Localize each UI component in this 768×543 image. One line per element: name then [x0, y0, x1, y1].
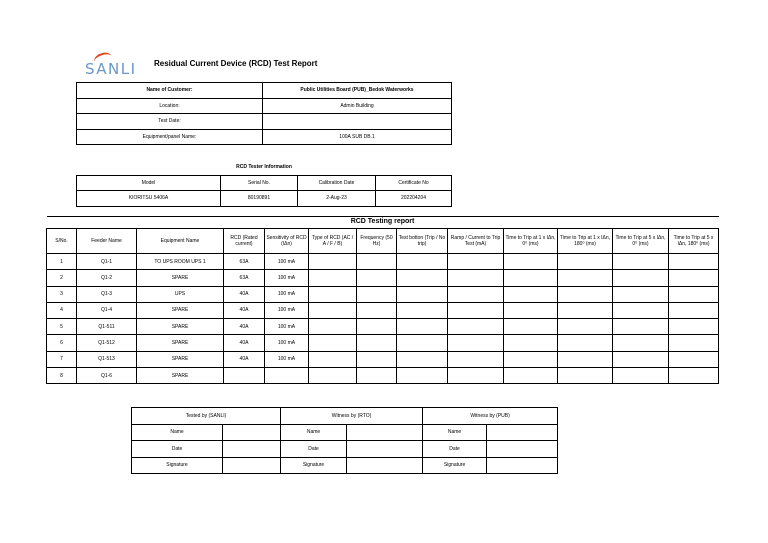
equipment-label: Equipment/panel Name: — [77, 129, 263, 145]
col-rcd-type: Type of RCD (AC / A / F / B) — [309, 229, 357, 254]
cell-ramp-test[interactable] — [448, 286, 504, 302]
cell-trip-1x-180[interactable] — [558, 319, 613, 335]
cell-trip-5x-180[interactable] — [669, 351, 719, 367]
logo-text: SANLI — [85, 60, 137, 78]
pub-signature-field[interactable] — [487, 457, 558, 474]
cell-test-button[interactable] — [397, 319, 448, 335]
table-row — [47, 254, 719, 270]
cell-ramp-test[interactable] — [448, 351, 504, 367]
cell-trip-1x-0[interactable] — [504, 270, 558, 286]
cell-frequency[interactable] — [357, 335, 397, 351]
cell-sensitivity: 100 mA — [265, 254, 309, 270]
tester-info-table — [76, 160, 452, 207]
cell-equipment-name: SPARE — [137, 270, 224, 286]
cell-trip-1x-180[interactable] — [558, 302, 613, 318]
cell-rcd-type[interactable] — [309, 368, 357, 384]
cell-sno: 1 — [47, 254, 77, 270]
signoff-signature-row — [132, 457, 558, 474]
customer-value: Public Utilities Board (PUB)_Bedok Waterworks — [263, 83, 452, 99]
location-label: Location: — [77, 98, 263, 114]
cell-sno: 5 — [47, 319, 77, 335]
tester-heading: RCD Tester Information — [77, 160, 452, 175]
customer-info-table — [76, 82, 452, 145]
cell-rcd-type[interactable] — [309, 319, 357, 335]
cell-frequency[interactable] — [357, 368, 397, 384]
signoff-table — [131, 407, 558, 474]
signoff-group-sanli: Tested by (SANLI) — [132, 408, 281, 425]
cell-test-button[interactable] — [397, 368, 448, 384]
cell-ramp-test[interactable] — [448, 270, 504, 286]
col-trip-5x-0: Time to Trip at 5 x IΔn, 0⁰ (ms) — [613, 229, 669, 254]
cell-trip-5x-0[interactable] — [613, 270, 669, 286]
info-row-test-date — [77, 114, 452, 130]
cell-trip-1x-0[interactable] — [504, 368, 558, 384]
cell-trip-1x-180[interactable] — [558, 286, 613, 302]
info-row-customer — [77, 83, 452, 99]
tester-header-row — [77, 175, 452, 191]
table-row — [47, 286, 719, 302]
location-value: Admin Building — [263, 98, 452, 114]
sanli-logo — [82, 53, 144, 79]
signoff-date-row — [132, 441, 558, 458]
col-sno: S/No. — [47, 229, 77, 254]
signoff-group-rto: Witness by (RTO) — [281, 408, 423, 425]
table-row — [47, 351, 719, 367]
cell-frequency[interactable] — [357, 286, 397, 302]
table-row — [47, 302, 719, 318]
cell-test-button[interactable] — [397, 335, 448, 351]
cell-sno: 7 — [47, 351, 77, 367]
cell-trip-1x-180[interactable] — [558, 270, 613, 286]
pub-date-label: Date — [423, 441, 487, 458]
cell-rated-current: 63A — [224, 254, 265, 270]
cell-feeder-name: Q1-513 — [77, 351, 137, 367]
cell-trip-1x-180[interactable] — [558, 254, 613, 270]
cell-sensitivity — [265, 368, 309, 384]
cell-trip-1x-180[interactable] — [558, 351, 613, 367]
cell-equipment-name: TO UPS ROOM UPS 1 — [137, 254, 224, 270]
cell-ramp-test[interactable] — [448, 302, 504, 318]
cell-trip-5x-180[interactable] — [669, 302, 719, 318]
signoff-group-pub: Witness by (PUB) — [423, 408, 558, 425]
test-date-value — [263, 114, 452, 130]
cell-trip-1x-180[interactable] — [558, 368, 613, 384]
pub-name-field[interactable] — [487, 424, 558, 441]
test-date-label: Test Date: — [77, 114, 263, 130]
tester-value-row — [77, 191, 452, 207]
sanli-name-field[interactable] — [223, 424, 281, 441]
cell-rated-current — [224, 368, 265, 384]
cell-rcd-type[interactable] — [309, 351, 357, 367]
cell-sensitivity: 100 mA — [265, 319, 309, 335]
tester-col-calibration: Calibration Date — [298, 175, 376, 191]
testing-heading-row — [47, 217, 719, 229]
cell-test-button[interactable] — [397, 302, 448, 318]
cell-trip-1x-0[interactable] — [504, 302, 558, 318]
cell-rated-current: 40A — [224, 319, 265, 335]
col-equipment-name: Equipment Name — [137, 229, 224, 254]
cell-equipment-name: SPARE — [137, 335, 224, 351]
cell-trip-5x-180[interactable] — [669, 319, 719, 335]
cell-trip-1x-0[interactable] — [504, 351, 558, 367]
signoff-name-row — [132, 424, 558, 441]
cell-rated-current: 40A — [224, 286, 265, 302]
cell-sensitivity: 100 mA — [265, 335, 309, 351]
cell-ramp-test[interactable] — [448, 368, 504, 384]
cell-equipment-name: SPARE — [137, 319, 224, 335]
cell-feeder-name: Q1-4 — [77, 302, 137, 318]
cell-rcd-type[interactable] — [309, 286, 357, 302]
cell-equipment-name: SPARE — [137, 368, 224, 384]
sanli-name-label: Name — [132, 424, 223, 441]
cell-trip-5x-0[interactable] — [613, 319, 669, 335]
pub-date-field[interactable] — [487, 441, 558, 458]
testing-rows — [47, 254, 719, 384]
rto-signature-field[interactable] — [347, 457, 423, 474]
sanli-signature-label: Signature — [132, 457, 223, 474]
cell-trip-5x-180[interactable] — [669, 270, 719, 286]
cell-trip-5x-0[interactable] — [613, 302, 669, 318]
cell-sno: 8 — [47, 368, 77, 384]
col-sensitivity: Sensitivity of RCD (IΔn) — [265, 229, 309, 254]
cell-frequency[interactable] — [357, 319, 397, 335]
testing-heading: RCD Testing report — [47, 217, 719, 229]
col-ramp-test: Ramp / Current to Trip Test (mA) — [448, 229, 504, 254]
cell-trip-5x-0[interactable] — [613, 351, 669, 367]
cell-trip-5x-180[interactable] — [669, 335, 719, 351]
cell-frequency[interactable] — [357, 351, 397, 367]
tester-serial-value: 80190891 — [221, 191, 298, 207]
cell-rcd-type[interactable] — [309, 335, 357, 351]
col-rated-current: RCD (Rated current) — [224, 229, 265, 254]
tester-model-value: KIORITSU 5406A — [77, 191, 221, 207]
col-trip-5x-180: Time to Trip at 5 x IΔn, 180⁰ (ms) — [669, 229, 719, 254]
cell-feeder-name: Q1-6 — [77, 368, 137, 384]
cell-sno: 2 — [47, 270, 77, 286]
cell-equipment-name: SPARE — [137, 351, 224, 367]
report-title: Residual Current Device (RCD) Test Report — [154, 59, 318, 68]
cell-trip-5x-180[interactable] — [669, 254, 719, 270]
col-trip-1x-0: Time to Trip at 1 x IΔn, 0⁰ (ms) — [504, 229, 558, 254]
cell-trip-1x-0[interactable] — [504, 319, 558, 335]
cell-frequency[interactable] — [357, 302, 397, 318]
cell-trip-5x-0[interactable] — [613, 254, 669, 270]
cell-sno: 3 — [47, 286, 77, 302]
cell-sno: 6 — [47, 335, 77, 351]
cell-trip-1x-0[interactable] — [504, 286, 558, 302]
cell-test-button[interactable] — [397, 254, 448, 270]
cell-trip-5x-0[interactable] — [613, 335, 669, 351]
col-test-button: Test botton (Trip / No trip) — [397, 229, 448, 254]
pub-signature-label: Signature — [423, 457, 487, 474]
cell-rcd-type[interactable] — [309, 270, 357, 286]
testing-header-row — [47, 229, 719, 254]
cell-feeder-name: Q1-2 — [77, 270, 137, 286]
cell-test-button[interactable] — [397, 286, 448, 302]
table-row — [47, 270, 719, 286]
cell-sensitivity: 100 mA — [265, 302, 309, 318]
cell-trip-1x-180[interactable] — [558, 335, 613, 351]
info-row-location — [77, 98, 452, 114]
tester-col-serial: Serial No. — [221, 175, 298, 191]
cell-feeder-name: Q1-512 — [77, 335, 137, 351]
cell-rated-current: 40A — [224, 302, 265, 318]
cell-equipment-name: SPARE — [137, 302, 224, 318]
cell-rated-current: 40A — [224, 351, 265, 367]
cell-test-button[interactable] — [397, 270, 448, 286]
tester-col-model: Model — [77, 175, 221, 191]
cell-trip-5x-0[interactable] — [613, 286, 669, 302]
cell-sno: 4 — [47, 302, 77, 318]
cell-trip-5x-180[interactable] — [669, 368, 719, 384]
cell-rcd-type[interactable] — [309, 302, 357, 318]
cell-trip-5x-0[interactable] — [613, 368, 669, 384]
rcd-testing-table — [46, 216, 719, 384]
customer-label: Name of Customer: — [77, 83, 263, 99]
equipment-value: 100A SUB DB.1 — [263, 129, 452, 145]
cell-test-button[interactable] — [397, 351, 448, 367]
cell-frequency[interactable] — [357, 270, 397, 286]
col-feeder-name: Feeder Name — [77, 229, 137, 254]
tester-certificate-value: 202204204 — [376, 191, 452, 207]
tester-calibration-value: 2-Aug-23 — [298, 191, 376, 207]
cell-feeder-name: Q1-1 — [77, 254, 137, 270]
rto-date-field[interactable] — [347, 441, 423, 458]
cell-trip-1x-0[interactable] — [504, 254, 558, 270]
cell-sensitivity: 100 mA — [265, 351, 309, 367]
rto-date-label: Date — [281, 441, 347, 458]
rto-name-label: Name — [281, 424, 347, 441]
cell-ramp-test[interactable] — [448, 335, 504, 351]
cell-sensitivity: 100 mA — [265, 270, 309, 286]
table-row — [47, 368, 719, 384]
info-row-equipment — [77, 129, 452, 145]
col-frequency: Frequency (50 Hz) — [357, 229, 397, 254]
sanli-signature-field[interactable] — [223, 457, 281, 474]
cell-rated-current: 63A — [224, 270, 265, 286]
col-trip-1x-180: Time to Trip at 1 x IΔn, 180⁰ (ms) — [558, 229, 613, 254]
cell-feeder-name: Q1-511 — [77, 319, 137, 335]
table-row — [47, 319, 719, 335]
cell-ramp-test[interactable] — [448, 254, 504, 270]
table-row — [47, 335, 719, 351]
cell-feeder-name: Q1-3 — [77, 286, 137, 302]
cell-frequency[interactable] — [357, 254, 397, 270]
cell-rcd-type[interactable] — [309, 254, 357, 270]
cell-equipment-name: UPS — [137, 286, 224, 302]
tester-col-certificate: Certificate No — [376, 175, 452, 191]
tester-heading-row — [77, 160, 452, 175]
pub-name-label: Name — [423, 424, 487, 441]
sanli-date-label: Date — [132, 441, 223, 458]
cell-sensitivity: 100 mA — [265, 286, 309, 302]
cell-ramp-test[interactable] — [448, 319, 504, 335]
rto-signature-label: Signature — [281, 457, 347, 474]
signoff-heading-row — [132, 408, 558, 425]
cell-trip-1x-0[interactable] — [504, 335, 558, 351]
cell-trip-5x-180[interactable] — [669, 286, 719, 302]
cell-rated-current: 40A — [224, 335, 265, 351]
sanli-date-field[interactable] — [223, 441, 281, 458]
rto-name-field[interactable] — [347, 424, 423, 441]
